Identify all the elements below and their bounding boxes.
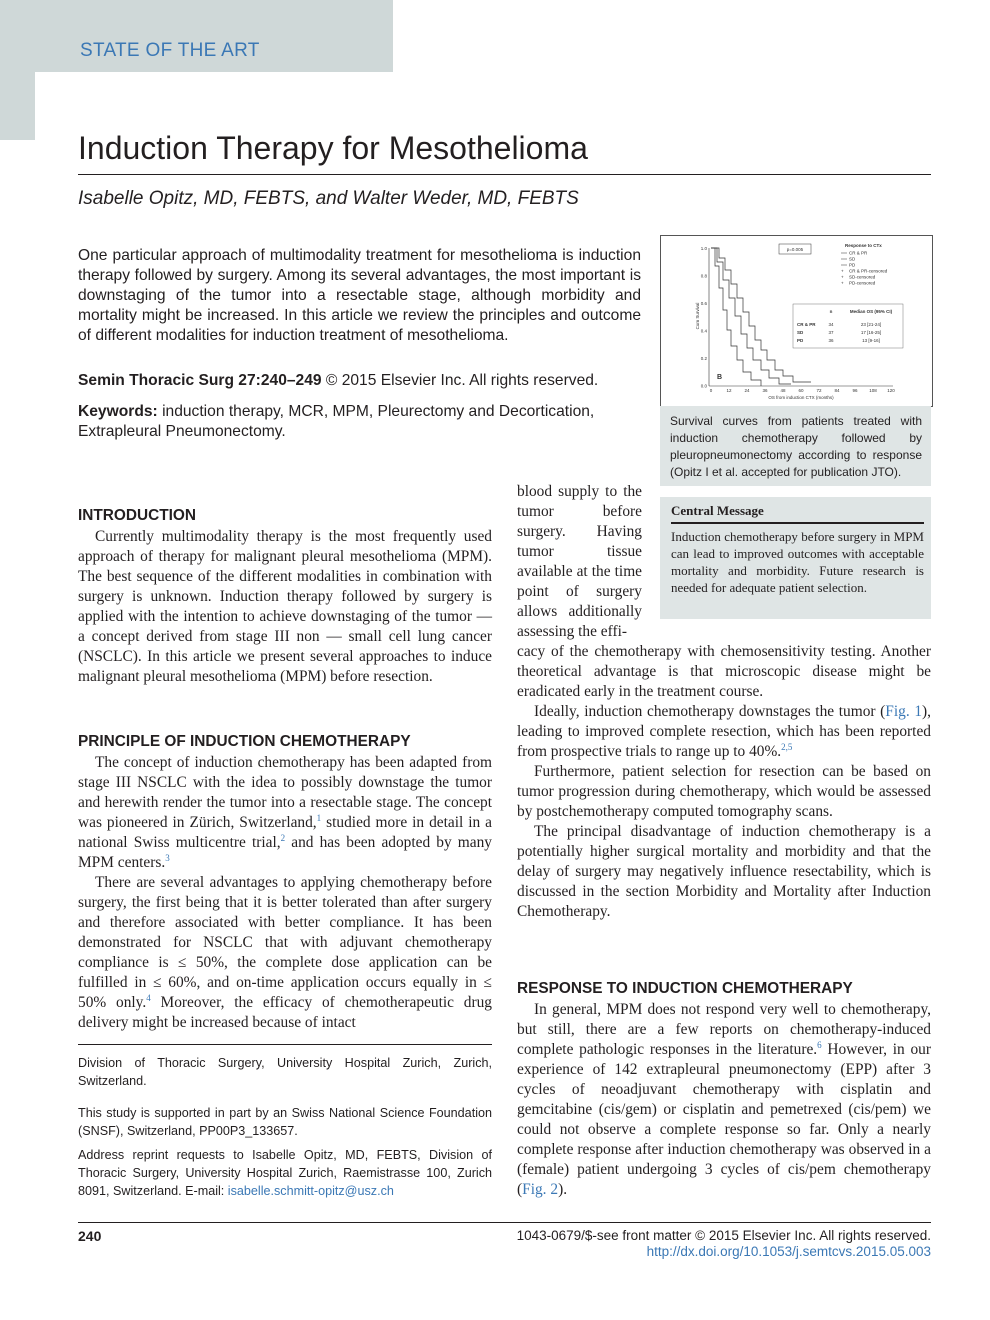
response-p1-text-c: ). (558, 1181, 568, 1198)
footnote-divider (78, 1044, 492, 1045)
footnote-affiliation: Division of Thoracic Surgery, University Hospital Zurich, Zurich, Switzerland. (78, 1056, 492, 1088)
doi-link[interactable]: http://dx.doi.org/10.1053/j.semtcvs.2015.05.003 (646, 1244, 931, 1259)
principle-p1-text-a: The concept of induction chemotherapy has been adapted from stage III NSCLC with the idea to possibly downstage the tumor and herewith render the tumor into a resectable stage. The concept was pioneered in Zürich, Switzerland, (78, 754, 492, 831)
principle-paragraph-5: The principal disadvantage of induction chemotherapy is a potentially higher surgical mortality and morbidity and that the delay of surgery may negatively influence resectability, which is discussed in the section Morbidity and Mortality after Induction Chemotherapy. (517, 823, 931, 920)
xtick-7: 84 (834, 388, 840, 393)
xtick-4: 48 (780, 388, 786, 393)
xtick-9: 108 (869, 388, 877, 393)
table-row-1-group: SD (797, 330, 804, 335)
ytick-4: 0.8 (700, 273, 707, 279)
fig-1-link[interactable]: Fig. 1 (885, 703, 923, 720)
response-p1-text-a: In general, MPM does not respond very well to chemotherapy, but still, there are a few reports on chemotherapy-induced complete pathologic responses in the literature. (517, 1001, 931, 1058)
author-email-link[interactable]: isabelle.schmitt-opitz@usz.ch (227, 1184, 394, 1198)
principle-wrap-text: blood supply to the tumor before surgery. Having tumor tissue available at the time point of surgery allows additionally assessing the effi- (517, 483, 642, 640)
xtick-3: 36 (762, 388, 768, 393)
response-paragraph-1 (517, 1000, 931, 1200)
curve-pd (711, 248, 761, 386)
footnote-address-text: Address reprint requests to Isabelle Opitz, MD, FEBTS, Division of Thoracic Surgery, University Hospital Zurich, Raemistrasse 100, Zurich 8091, Switzerland. E-mail: (78, 1148, 492, 1198)
principle-p3-text-a: Ideally, induction chemotherapy downstages the tumor ( (534, 703, 886, 720)
principle-p2-text-a: There are several advantages to applying chemotherapy before surgery, the first being that it is better tolerated than after surgery and therefore associated with better compliance. It has been demonstrated for NSCLC that with adjuvant chemotherapy compliance is ≤ 50%, the complete dose application can be fulfilled in ≤ 60%, and on-time application occurs equally in ≤ 50% only. (78, 874, 492, 1011)
legend-item-2: PD (849, 262, 856, 268)
ytick-5: 1.0 (700, 246, 707, 251)
legend-item-4: SD-censored (849, 274, 876, 280)
pvalue: p=0.005 (786, 247, 804, 252)
xtick-5: 60 (798, 388, 804, 393)
table-row-1-n: 37 (828, 330, 834, 335)
principle-paragraph-3 (517, 702, 931, 762)
xtick-2: 24 (744, 388, 750, 393)
principle-p3-text-b: ), leading to improved complete resection, which has been reported from prospective trials to range up to 40%. (517, 703, 932, 760)
table-header-n: n (829, 309, 833, 314)
response-p1-text-b: However, in our experience of 142 extrapleural pneumonectomy (EPP) after 3 cycles of neoadjuvant chemotherapy with cisplatin and gemcitabine (cis/gem) or cisplatin and pemetrexed (cis/pem) we could not observe a complete response so far. Only a nearly complete response after induction chemotherapy was observed in a (female) patient undergoing 3 cycles of cis/pem chemotherapy ( (517, 1041, 931, 1198)
title-divider (78, 174, 931, 175)
legend-item-3: CR & PR-censored (849, 268, 888, 274)
curve-sd (711, 248, 791, 384)
xtick-1: 12 (726, 388, 732, 393)
page-number: 240 (78, 1228, 102, 1244)
svg-text:+: + (841, 274, 844, 280)
keywords-label: Keywords: (78, 403, 158, 420)
ref-4[interactable]: 4 (146, 993, 151, 1003)
section-tab-side (0, 0, 35, 140)
principle-p1-text-b: studied more in detail in a national Swiss multicentre trial, (78, 814, 492, 851)
table-row-0-group: CR & PR (797, 322, 816, 327)
principle-p1-text-c: and has been adopted by many MPM centers. (78, 834, 493, 871)
footnote-address (78, 1146, 492, 1200)
table-row-0-os: 23 [21-24] (860, 322, 882, 327)
article-authors: Isabelle Opitz, MD, FEBTS, and Walter Weder, MD, FEBTS (78, 188, 579, 209)
ref-2-5[interactable]: 2,5 (781, 742, 793, 752)
copyright-line: 1043-0679/$-see front matter © 2015 Elsevier Inc. All rights reserved. (516, 1228, 931, 1243)
intro-paragraph: Currently multimodality therapy is the most frequently used approach of therapy for malignant pleural mesothelioma (MPM). The best sequence of the different modalities in combination with surgery is unknown. Induction therapy followed by surgery is applied with the intention to achieve downstaging of the tumor — a concept derived from stage III non — small cell lung cancer (NSCLC). In this article we present several approaches to induce malignant pleural mesothelioma (MPM) before resection. (78, 528, 492, 685)
xtick-10: 120 (887, 388, 895, 393)
ref-3[interactable]: 3 (165, 853, 170, 863)
legend-item-5: PD-censored (849, 280, 876, 286)
central-message-title: Central Message (671, 503, 764, 518)
table-row-0-n: 34 (828, 322, 834, 327)
legend-item-1: SD (849, 256, 856, 262)
citation-copyright: © 2015 Elsevier Inc. All rights reserved. (321, 372, 599, 389)
ytick-0: 0.0 (700, 383, 707, 389)
principle-continuation: cacy of the chemotherapy with chemosensitivity testing. Another theoretical advantage is that microscopic disease might be eradicated early in the treatment course. (517, 643, 931, 700)
ytick-3: 0.6 (700, 301, 707, 306)
svg-text:+: + (841, 280, 844, 286)
table-row-1-os: 17 [16-25] (860, 330, 882, 335)
panel-label: B (717, 374, 723, 381)
footnote-funding: This study is supported in part by an Swiss National Science Foundation (SNSF), Switzerland, PP00P3_133657. (78, 1106, 492, 1138)
ref-2[interactable]: 2 (280, 833, 286, 843)
principle-paragraph-2 (78, 873, 492, 1033)
fig-2-link[interactable]: Fig. 2 (522, 1181, 559, 1198)
keywords (78, 402, 641, 442)
survival-curve-chart (661, 236, 932, 406)
table-header-os: Median OS (95% CI) (849, 309, 893, 314)
xtick-6: 72 (816, 388, 822, 393)
ref-6[interactable]: 6 (817, 1040, 822, 1050)
principle-paragraph-1 (78, 753, 492, 873)
ytick-1: 0.2 (700, 356, 707, 361)
principle-p2-text-b: Moreover, the efficacy of chemotherapeutic drug delivery might be increased because of intact (78, 994, 492, 1031)
ytick-2: 0.4 (700, 328, 707, 334)
legend-title: Response to CTx (845, 243, 882, 248)
y-axis-label: Cum Survival (695, 302, 700, 330)
xtick-0: 0 (709, 388, 713, 393)
figure-1[interactable] (660, 235, 933, 407)
citation (78, 372, 641, 390)
x-axis-label: OS from induction CTX (months) (768, 395, 834, 400)
section-tab-label: STATE OF THE ART (80, 40, 260, 61)
ref-1[interactable]: 1 (316, 813, 322, 823)
svg-text:+: + (841, 268, 844, 274)
footer-divider (78, 1222, 931, 1223)
article-title: Induction Therapy for Mesothelioma (78, 130, 588, 166)
principle-paragraph-4: Furthermore, patient selection for resection can be based on tumor progression during chemotherapy, which would be assessed by postchemotherapy computed tomography scans. (517, 763, 931, 820)
keywords-list: induction therapy, MCR, MPM, Pleurectomy and Decortication, Extrapleural Pneumonectomy. (78, 403, 595, 440)
legend-item-0: CR & PR (849, 250, 868, 256)
heading-response: RESPONSE TO INDUCTION CHEMOTHERAPY (517, 980, 853, 997)
citation-journal: Semin Thoracic Surg 27:240–249 (78, 372, 322, 389)
heading-introduction: INTRODUCTION (78, 507, 196, 524)
xtick-8: 96 (852, 388, 858, 393)
central-message-text: Induction chemotherapy before surgery in MPM can lead to improved outcomes with acceptable mortality and morbidity. Future research is needed for adequate patient selection. (671, 529, 924, 595)
heading-principle: PRINCIPLE OF INDUCTION CHEMOTHERAPY (78, 733, 411, 750)
table-row-2-os: 13 [9-16] (862, 338, 880, 343)
figure-caption: Survival curves from patients treated with induction chemotherapy followed by pleuropneumonectomy according to response (Opitz I et al. accepted for publication JTO). (670, 414, 922, 479)
abstract: One particular approach of multimodality treatment for mesothelioma is induction therapy followed by surgery. Among its several advantages, the most important is downstaging of the tumor into a resectable stage, although morbidity and mortality might be increased. In this article we review the principles and outcome of different modalities for induction treatment of mesothelioma. (78, 247, 641, 344)
table-row-2-group: PD (797, 338, 804, 343)
table-row-2-n: 36 (828, 338, 834, 343)
central-message-divider (671, 522, 924, 524)
